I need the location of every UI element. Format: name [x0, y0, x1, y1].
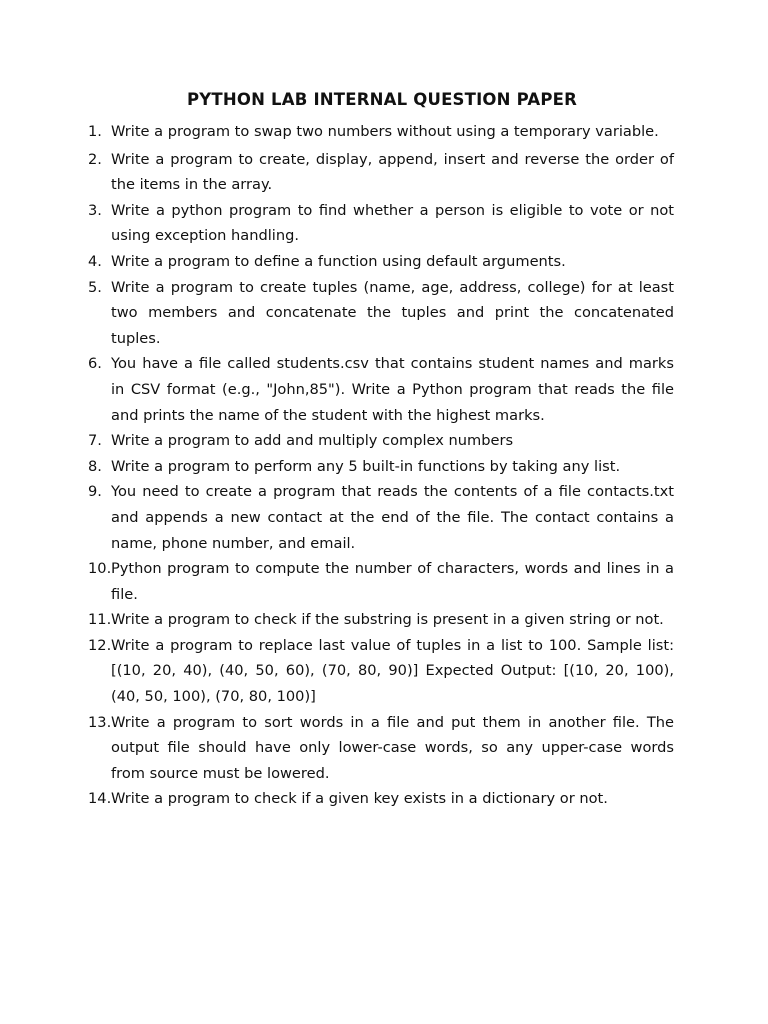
question-item: [88, 607, 674, 633]
question-number: 7.: [88, 432, 102, 450]
question-item: [88, 198, 674, 249]
question-list: [88, 119, 674, 812]
question-text: Write a program to sort words in a file and put them in another file. The output file should have only lower-case words, so any upper-case words from source must be lowered.: [111, 713, 674, 782]
question-text: Write a program to check if a given key exists in a dictionary or not.: [111, 790, 608, 808]
question-text: Write a program to create tuples (name, age, address, college) for at least two members and concatenate the tuples and print the concatenated tuples.: [111, 278, 674, 347]
question-number: 11.: [88, 611, 112, 629]
question-text: Write a program to check if the substring is present in a given string or not.: [111, 611, 664, 629]
question-number: 5.: [88, 278, 102, 296]
question-number: 2.: [88, 150, 102, 168]
question-item: [88, 633, 674, 710]
question-number: 1.: [88, 123, 102, 140]
question-number: 6.: [88, 355, 102, 373]
question-item: [88, 428, 674, 454]
question-text: You need to create a program that reads the contents of a file contacts.txt and appends a new contact at the end of the file. The contact contains a name, phone number, and email.: [111, 483, 674, 552]
page-title: PYTHON LAB INTERNAL QUESTION PAPER: [186, 90, 578, 109]
question-number: 4.: [88, 252, 102, 270]
question-number: 3.: [88, 201, 102, 219]
question-item: [88, 786, 674, 812]
question-text: Write a python program to find whether a person is eligible to vote or not using exception handling.: [111, 201, 674, 245]
question-item: [88, 556, 674, 607]
question-text: Write a program to perform any 5 built-in functions by taking any list.: [111, 457, 621, 475]
question-item: [88, 479, 674, 556]
question-number: 10.: [88, 560, 112, 578]
question-number: 9.: [88, 483, 102, 501]
question-item: [88, 351, 674, 428]
question-item: [88, 249, 674, 275]
question-text: Write a program to define a function using default arguments.: [111, 252, 566, 270]
question-item: [88, 147, 674, 198]
question-item: [88, 119, 674, 145]
question-text: Write a program to swap two numbers without using a temporary variable.: [111, 123, 659, 140]
question-number: 8.: [88, 457, 102, 475]
question-text: You have a file called students.csv that contains student names and marks in CSV format (e.g., "John,85"). Write a Python program that reads the file and prints the name of the student with the highest marks.: [111, 355, 674, 424]
question-text: Write a program to create, display, append, insert and reverse the order of the items in the array.: [111, 150, 674, 194]
question-item: [88, 454, 674, 480]
question-text: Python program to compute the number of characters, words and lines in a file.: [111, 560, 674, 603]
question-text: Write a program to add and multiply complex numbers: [111, 432, 514, 450]
question-item: [88, 710, 674, 787]
question-number: 14.: [88, 790, 112, 808]
question-number: 13.: [88, 713, 112, 731]
question-item: [88, 275, 674, 352]
question-text: Write a program to replace last value of tuples in a list to 100. Sample list: [(10, 20, 40), (40, 50, 60), (70, 80, 90)] Expected Output: [(10, 20, 100), (40, 50, 100), (70, 80, 100)]: [111, 636, 674, 706]
question-number: 12.: [88, 636, 112, 654]
